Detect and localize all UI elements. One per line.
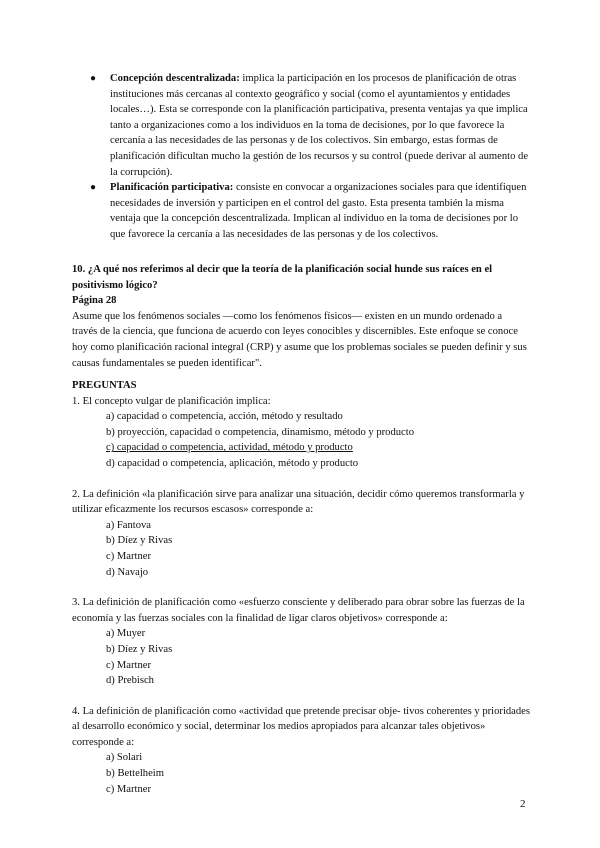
bullet-text: consiste en convocar a organizaciones sociales para que identifiquen necesidades de inversión y participen en el control del gasto. Esta presenta también la misma ventaja que la concepción descentralizada. Implican al individuo en la toma de decisiones por lo que favorece la cercanía a las necesidades de las personas y de los colectivos.: [110, 182, 527, 240]
question-text: 4. La definición de planificación como «actividad que pretende precisar obje- tivos coherentes y prioridades al desarrollo económico y social, determinar los medios apropiados para alcanzar tales objetivos» corresponde a:: [72, 705, 531, 748]
option-c-underlined: c) capacidad o competencia, actividad, método y producto: [106, 442, 353, 454]
bullet-item: [90, 71, 530, 180]
question-text: 1. El concepto vulgar de planificación implica:: [72, 395, 271, 407]
question-item: [72, 394, 530, 472]
bullet-icon: ●: [90, 182, 97, 194]
bullet-text: implica la participación en los procesos de planificación de otras instituciones más cercanas al contexto geográfico y social (como el ayuntamientos y entidades locales…). Esta se corresponde con la planificación participativa, presenta ventajas ya que implica tanto a organizaciones como a los individuos en la toma de decisiones, por lo que favorece la cercanía a las necesidades de las personas y de los colectivos. Sin embargo, estas formas de planificación dificultan mucho la gestión de los recursos y su control (puede derivar al aumento de la corrupción).: [110, 73, 529, 178]
question-10-section: [72, 262, 530, 371]
bullet-item: [90, 180, 530, 242]
preguntas-title: PREGUNTAS: [72, 380, 137, 391]
bullet-list: [90, 71, 530, 243]
option-list: [72, 518, 530, 580]
question-text: 3. La definición de planificación como «esfuerzo consciente y deliberado para obrar sobre las fuerzas de la economía y las fuerzas sociales con la finalidad de ligar claros objetivos» corresponde a:: [72, 597, 525, 624]
option-a: a) capacidad o competencia, acción, método y resultado: [106, 411, 343, 423]
question-10-answer: Asume que los fenómenos sociales —como los fenómenos físicos— existen en un mundo ordenado a través de la ciencia, que funciona de acuerdo con leyes conocibles y discernibles. Este enfoque se conoce hoy como planificación racional integral (CRP) y asume que los problemas sociales se pueden definir y sus causas fundamentales se pueden identificar".: [72, 310, 527, 369]
option-c: c) Martner: [106, 659, 151, 671]
option-d: d) Prebisch: [106, 675, 154, 687]
option-list: [72, 409, 530, 471]
option-b: b) Bettelheim: [106, 768, 164, 780]
option-c: c) Martner: [106, 783, 151, 795]
option-a: a) Muyer: [106, 628, 146, 640]
option-d: d) capacidad o competencia, aplicación, método y producto: [106, 457, 359, 469]
option-a: a) Fantova: [106, 519, 152, 531]
option-d: d) Navajo: [106, 566, 149, 578]
bullet-term: Planificación participativa:: [110, 182, 234, 194]
option-a: a) Solari: [106, 752, 143, 764]
question-item: [72, 487, 530, 581]
page-reference: Página 28: [72, 295, 117, 307]
option-b: b) Díez y Rivas: [106, 535, 173, 547]
option-list: [72, 750, 530, 797]
page-number: 2: [520, 798, 526, 810]
bullet-icon: ●: [90, 73, 97, 84]
question-10-heading: 10. ¿A qué nos referimos al decir que la teoría de la planificación social hunde sus raíces en el positivismo lógico?: [72, 264, 493, 291]
bullet-term: Concepción descentralizada:: [110, 73, 240, 84]
question-item: [72, 704, 530, 798]
option-b: b) Díez y Rivas: [106, 643, 173, 655]
option-list: [72, 626, 530, 688]
question-text: 2. La definición «la planificación sirve para analizar una situación, decidir cómo queremos transformarla y utilizar eficazmente los recursos escasos» corresponde a:: [72, 488, 525, 516]
option-b: b) proyección, capacidad o competencia, dinamismo, método y producto: [106, 426, 414, 438]
preguntas-section: [72, 378, 530, 797]
question-item: [72, 595, 530, 689]
option-c: c) Martner: [106, 550, 151, 562]
